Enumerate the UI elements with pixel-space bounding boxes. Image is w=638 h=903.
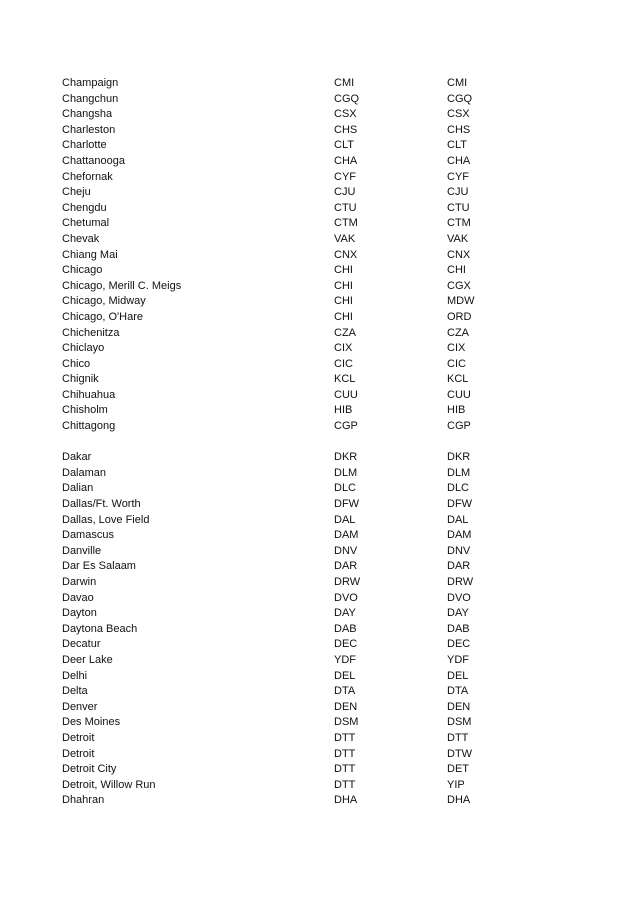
table-row — [62, 559, 582, 575]
city-name-cell: Delta — [62, 685, 88, 698]
airport-code-cell: DET — [447, 763, 469, 776]
airport-code-cell: CNX — [447, 248, 471, 261]
airport-code-cell: DEN — [447, 700, 471, 713]
table-row — [62, 248, 582, 264]
city-code-cell: DTA — [334, 685, 356, 698]
city-code-cell: KCL — [334, 373, 356, 386]
city-name-cell: Changsha — [62, 108, 113, 121]
city-code-cell: DTT — [334, 747, 356, 760]
table-row — [62, 715, 582, 731]
airport-code-cell: CSX — [447, 108, 470, 121]
table-row — [62, 403, 582, 419]
airport-code-cell: DHA — [447, 794, 471, 807]
airport-code-cell: CGX — [447, 279, 471, 292]
city-code-cell: DAM — [334, 529, 359, 542]
airport-code-cell: HIB — [447, 404, 466, 417]
city-name-cell: Danville — [62, 544, 102, 557]
table-row — [62, 684, 582, 700]
city-name-cell: Dayton — [62, 607, 97, 620]
airport-code-cell: YIP — [447, 778, 465, 791]
airport-code-cell: CHS — [447, 123, 471, 136]
airport-code-cell: DLM — [447, 466, 471, 479]
airport-code-cell: DAR — [447, 560, 471, 573]
table-row — [62, 263, 582, 279]
table-row — [62, 622, 582, 638]
airport-code-cell: CGP — [447, 420, 471, 433]
airport-code-cell: CIX — [447, 342, 466, 355]
airport-code-cell: DEL — [447, 669, 469, 682]
city-code-cell: DAR — [334, 560, 358, 573]
airport-code-cell: DSM — [447, 716, 472, 729]
city-code-cell: CSX — [334, 108, 357, 121]
airport-code-cell: CMI — [447, 77, 468, 89]
table-row — [62, 513, 582, 529]
airport-code-cell: CTM — [447, 217, 471, 230]
airport-code-cell: DAY — [447, 607, 469, 620]
city-code-cell: YDF — [334, 653, 356, 666]
table-row — [62, 731, 582, 747]
airport-code-cell: CZA — [447, 326, 469, 339]
city-code-cell: CHI — [334, 264, 353, 277]
table-row — [62, 591, 582, 607]
table-row — [62, 326, 582, 342]
city-name-cell: Chicago — [62, 264, 103, 277]
city-code-cell: CTM — [334, 217, 358, 230]
table-row — [62, 232, 582, 248]
airport-code-cell: YDF — [447, 653, 469, 666]
city-code-cell: DLC — [334, 482, 357, 495]
airport-code-cell: VAK — [447, 232, 469, 245]
city-name-cell: Chittagong — [62, 420, 116, 433]
city-name-cell: Dallas/Ft. Worth — [62, 498, 141, 511]
city-code-cell: CHA — [334, 154, 358, 167]
city-name-cell: Chattanooga — [62, 154, 125, 167]
airport-code-cell: CUU — [447, 388, 471, 401]
airport-code-cell: CLT — [447, 139, 467, 152]
city-name-cell: Dar Es Salaam — [62, 560, 136, 573]
city-code-cell: DEC — [334, 638, 358, 651]
city-name-cell: Chevak — [62, 232, 100, 245]
airport-code-cell: ORD — [447, 310, 472, 323]
city-name-cell: Chefornak — [62, 170, 113, 183]
city-name-cell: Dhahran — [62, 794, 105, 807]
city-code-cell: CUU — [334, 388, 358, 401]
city-name-cell: Chicago, Merill C. Meigs — [62, 279, 182, 292]
airport-code-cell: CIC — [447, 357, 466, 370]
airport-code-cell: MDW — [447, 295, 475, 308]
table-row — [62, 653, 582, 669]
airport-code-cell: DKR — [447, 451, 471, 464]
group-spacer — [62, 435, 582, 451]
table-row — [62, 481, 582, 497]
airport-code-cell: DVO — [447, 591, 471, 604]
city-code-cell: CHI — [334, 295, 353, 308]
table-row — [62, 154, 582, 170]
table-row — [62, 310, 582, 326]
city-name-cell: Chetumal — [62, 217, 110, 230]
city-code-cell: CMI — [334, 77, 355, 89]
city-name-cell: Decatur — [62, 638, 101, 651]
table-row — [62, 388, 582, 404]
city-name-cell: Des Moines — [62, 716, 121, 729]
airport-code-table — [62, 76, 582, 809]
table-row — [62, 700, 582, 716]
table-row — [62, 341, 582, 357]
table-row — [62, 497, 582, 513]
city-name-cell: Chengdu — [62, 201, 107, 214]
city-code-cell: HIB — [334, 404, 353, 417]
city-name-cell: Darwin — [62, 576, 97, 588]
table-row — [62, 669, 582, 685]
airport-code-cell: DRW — [447, 576, 474, 588]
table-row — [62, 762, 582, 778]
airport-code-cell: CHA — [447, 154, 471, 167]
city-name-cell: Chico — [62, 357, 91, 370]
table-row — [62, 544, 582, 560]
table-row — [62, 92, 582, 108]
city-code-cell: DAB — [334, 622, 357, 635]
city-code-cell: CLT — [334, 139, 354, 152]
city-code-cell: CJU — [334, 186, 356, 199]
city-code-cell: CIC — [334, 357, 353, 370]
city-name-cell: Dalaman — [62, 466, 107, 479]
city-name-cell: Chiclayo — [62, 342, 105, 355]
city-name-cell: Detroit, Willow Run — [62, 778, 156, 791]
city-code-cell: DFW — [334, 498, 360, 511]
city-code-cell: CNX — [334, 248, 358, 261]
city-name-cell: Chisholm — [62, 404, 108, 417]
city-name-cell: Davao — [62, 591, 94, 604]
airport-code-cell: DAB — [447, 622, 470, 635]
city-name-cell: Cheju — [62, 186, 91, 199]
city-code-cell: DRW — [334, 576, 361, 588]
city-code-cell: DAY — [334, 607, 356, 620]
airport-code-cell: DTA — [447, 685, 469, 698]
airport-code-cell: DEC — [447, 638, 471, 651]
airport-code-cell: CHI — [447, 264, 466, 277]
table-row — [62, 466, 582, 482]
airport-code-cell: DTT — [447, 731, 469, 744]
city-name-cell: Denver — [62, 700, 98, 713]
city-name-cell: Chichenitza — [62, 326, 120, 339]
airport-code-cell: DLC — [447, 482, 470, 495]
airport-code-cell: KCL — [447, 373, 469, 386]
city-name-cell: Changchun — [62, 92, 119, 105]
city-code-cell: CHS — [334, 123, 358, 136]
city-name-cell: Damascus — [62, 529, 114, 542]
city-code-cell: CYF — [334, 170, 356, 183]
city-name-cell: Detroit City — [62, 763, 117, 776]
city-code-cell: DTT — [334, 731, 356, 744]
city-code-cell: DEL — [334, 669, 356, 682]
city-name-cell: Charlotte — [62, 139, 107, 152]
city-code-cell: DVO — [334, 591, 358, 604]
city-name-cell: Dalian — [62, 482, 94, 495]
table-row — [62, 528, 582, 544]
city-name-cell: Dallas, Love Field — [62, 513, 150, 526]
city-code-cell: CGQ — [334, 92, 360, 105]
city-name-cell: Chignik — [62, 373, 99, 386]
city-code-cell: CIX — [334, 342, 353, 355]
table-row — [62, 778, 582, 794]
city-code-cell: CTU — [334, 201, 357, 214]
city-code-cell: CHI — [334, 279, 353, 292]
city-code-cell: DNV — [334, 544, 358, 557]
city-name-cell: Chiang Mai — [62, 248, 118, 261]
table-row — [62, 372, 582, 388]
table-row — [62, 123, 582, 139]
table-row — [62, 419, 582, 435]
city-name-cell: Chicago, O'Hare — [62, 310, 143, 323]
city-name-cell: Daytona Beach — [62, 622, 138, 635]
airport-code-cell: CGQ — [447, 92, 473, 105]
city-name-cell: Chicago, Midway — [62, 295, 146, 308]
table-row — [62, 279, 582, 295]
table-row — [62, 637, 582, 653]
table-row — [62, 107, 582, 123]
city-code-cell: CZA — [334, 326, 356, 339]
city-code-cell: VAK — [334, 232, 356, 245]
airport-code-cell: DAM — [447, 529, 472, 542]
airport-code-cell: CTU — [447, 201, 470, 214]
airport-code-cell: CJU — [447, 186, 469, 199]
table-row — [62, 170, 582, 186]
city-code-cell: CHI — [334, 310, 353, 323]
airport-code-cell: DAL — [447, 513, 469, 526]
table-row — [62, 138, 582, 154]
table-row — [62, 747, 582, 763]
city-name-cell: Champaign — [62, 77, 119, 89]
city-name-cell: Detroit — [62, 731, 95, 744]
table-row — [62, 606, 582, 622]
city-name-cell: Dakar — [62, 451, 92, 464]
airport-code-cell: DNV — [447, 544, 471, 557]
city-code-cell: DLM — [334, 466, 358, 479]
city-code-cell: DTT — [334, 778, 356, 791]
city-name-cell: Detroit — [62, 747, 95, 760]
table-row — [62, 793, 582, 809]
city-code-cell: DKR — [334, 451, 358, 464]
table-row — [62, 450, 582, 466]
table-row — [62, 294, 582, 310]
city-code-cell: CGP — [334, 420, 358, 433]
airport-code-cell: DFW — [447, 498, 473, 511]
city-name-cell: Charleston — [62, 123, 116, 136]
table-row — [62, 201, 582, 217]
city-code-cell: DSM — [334, 716, 359, 729]
table-row — [62, 185, 582, 201]
city-code-cell: DEN — [334, 700, 358, 713]
table-row — [62, 76, 582, 92]
table-row — [62, 216, 582, 232]
city-name-cell: Chihuahua — [62, 388, 116, 401]
table-row — [62, 575, 582, 591]
airport-code-cell: DTW — [447, 747, 473, 760]
city-code-cell: DHA — [334, 794, 358, 807]
table-row — [62, 357, 582, 373]
airport-code-cell: CYF — [447, 170, 469, 183]
city-code-cell: DTT — [334, 763, 356, 776]
city-name-cell: Delhi — [62, 669, 88, 682]
city-name-cell: Deer Lake — [62, 653, 113, 666]
city-code-cell: DAL — [334, 513, 356, 526]
